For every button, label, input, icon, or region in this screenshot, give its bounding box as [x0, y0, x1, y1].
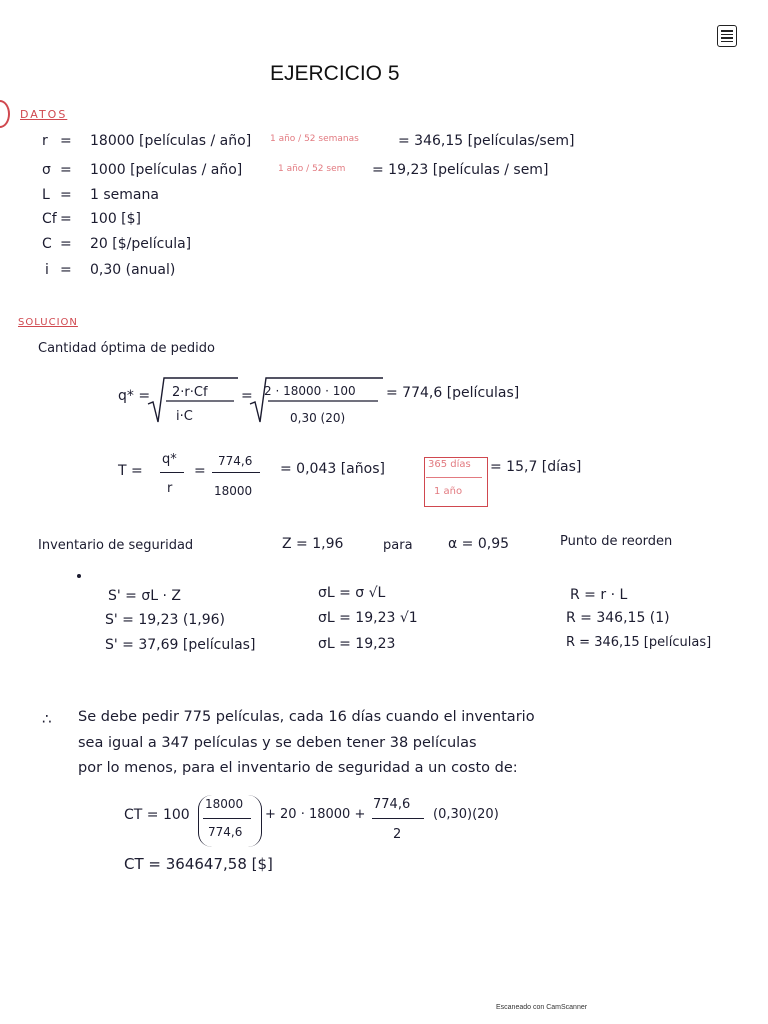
datos-conv-sigma: 1 año / 52 sem	[278, 164, 346, 174]
datos-eq: =	[60, 133, 72, 149]
datos-eq: =	[60, 236, 72, 252]
ct1-den: 774,6	[208, 825, 243, 839]
datos-lhs-sigma: σ	[42, 162, 51, 178]
datos-eq: =	[60, 162, 72, 178]
datos-text-c: 20 [$/película]	[90, 236, 192, 252]
datos-heading: DATOS	[20, 108, 68, 121]
ct1-lhs: CT = 100	[124, 807, 190, 823]
q-num2: 2 · 18000 · 100	[264, 384, 356, 398]
fraction-bar	[372, 818, 424, 819]
r-line-3: R = 346,15 [películas]	[566, 635, 712, 650]
section-marker	[0, 100, 10, 128]
ct1-tail: (0,30)(20)	[433, 807, 499, 822]
sigma-line-3: σL = 19,23	[318, 636, 396, 652]
datos-text-L: 1 semana	[90, 187, 159, 203]
q-den2: 0,30 (20)	[290, 411, 346, 425]
q-result: = 774,6 [películas]	[386, 385, 520, 401]
s-line-1: S' = σL · Z	[108, 588, 181, 604]
conclusion-line-3: por lo menos, para el inventario de seguridad a un costo de:	[78, 760, 518, 776]
r-line-1: R = r · L	[570, 587, 628, 603]
t-result1: = 0,043 [años]	[280, 461, 385, 477]
bullet-dot	[77, 574, 81, 578]
para-label: para	[383, 538, 413, 553]
conclusion-line-1: Se debe pedir 775 películas, cada 16 días cuando el inventario	[78, 709, 535, 725]
datos-lhs-L: L	[42, 187, 50, 203]
ct1-mid: + 20 · 18000 +	[265, 807, 366, 822]
t-num1: q*	[162, 452, 177, 467]
datos-eq: =	[60, 187, 72, 203]
t-num2: 774,6	[218, 454, 253, 468]
menu-lines-icon[interactable]	[717, 25, 737, 47]
seguridad-label: Inventario de seguridad	[38, 538, 194, 553]
t-conv-num: 365 días	[428, 459, 471, 470]
datos-text-cf: 100 [$]	[90, 211, 142, 227]
fraction-bar	[203, 818, 251, 819]
page-title: EJERCICIO 5	[270, 62, 400, 85]
datos-res-r: = 346,15 [películas/sem]	[398, 133, 575, 149]
t-eq1: =	[194, 463, 206, 479]
sigma-line-2: σL = 19,23 √1	[318, 610, 418, 626]
t-result2: = 15,7 [días]	[490, 459, 582, 475]
q-lhs: q* =	[118, 388, 151, 404]
datos-lhs-c: C	[42, 236, 52, 252]
s-line-3: S' = 37,69 [películas]	[105, 637, 256, 653]
t-conv-den: 1 año	[434, 486, 463, 497]
fraction-bar	[426, 477, 482, 478]
datos-res-sigma: = 19,23 [películas / sem]	[372, 162, 549, 178]
datos-text-r: 18000 [películas / año]	[90, 133, 252, 149]
datos-conv-r: 1 año / 52 semanas	[270, 134, 359, 144]
datos-eq: =	[60, 211, 72, 227]
datos-lhs-cf: Cf	[42, 211, 57, 227]
sqrt-symbol	[148, 376, 240, 426]
ct1-num2: 774,6	[373, 797, 411, 812]
datos-text-i: 0,30 (anual)	[90, 262, 176, 278]
ct1-num: 18000	[205, 797, 244, 811]
ct1-den2: 2	[393, 827, 402, 842]
sigma-line-1: σL = σ √L	[318, 585, 386, 601]
solucion-heading: SOLUCION	[18, 317, 78, 328]
conclusion-line-2: sea igual a 347 películas y se deben tener 38 películas	[78, 735, 477, 751]
datos-text-sigma: 1000 [películas / año]	[90, 162, 243, 178]
datos-eq: =	[60, 262, 72, 278]
t-lhs: T =	[118, 463, 143, 479]
fraction-bar	[212, 472, 260, 473]
cantidad-label: Cantidad óptima de pedido	[38, 341, 215, 356]
q-den1: i·C	[176, 409, 193, 424]
datos-lhs-i: i	[45, 262, 49, 278]
z-value: Z = 1,96	[282, 536, 344, 552]
therefore-symbol: ∴	[42, 710, 52, 728]
scanner-footer: Escaneado con CamScanner	[496, 1004, 588, 1011]
fraction-bar	[160, 472, 184, 473]
alpha-value: α = 0,95	[448, 536, 510, 552]
ct2-total: CT = 364647,58 [$]	[124, 855, 273, 873]
t-den2: 18000	[214, 484, 253, 498]
s-line-2: S' = 19,23 (1,96)	[105, 612, 225, 628]
q-num1: 2·r·Cf	[172, 385, 208, 400]
datos-lhs-r: r	[42, 133, 48, 149]
r-line-2: R = 346,15 (1)	[566, 610, 670, 626]
t-den1: r	[167, 481, 173, 496]
q-eq: =	[241, 388, 253, 404]
reorden-label: Punto de reorden	[560, 534, 673, 549]
